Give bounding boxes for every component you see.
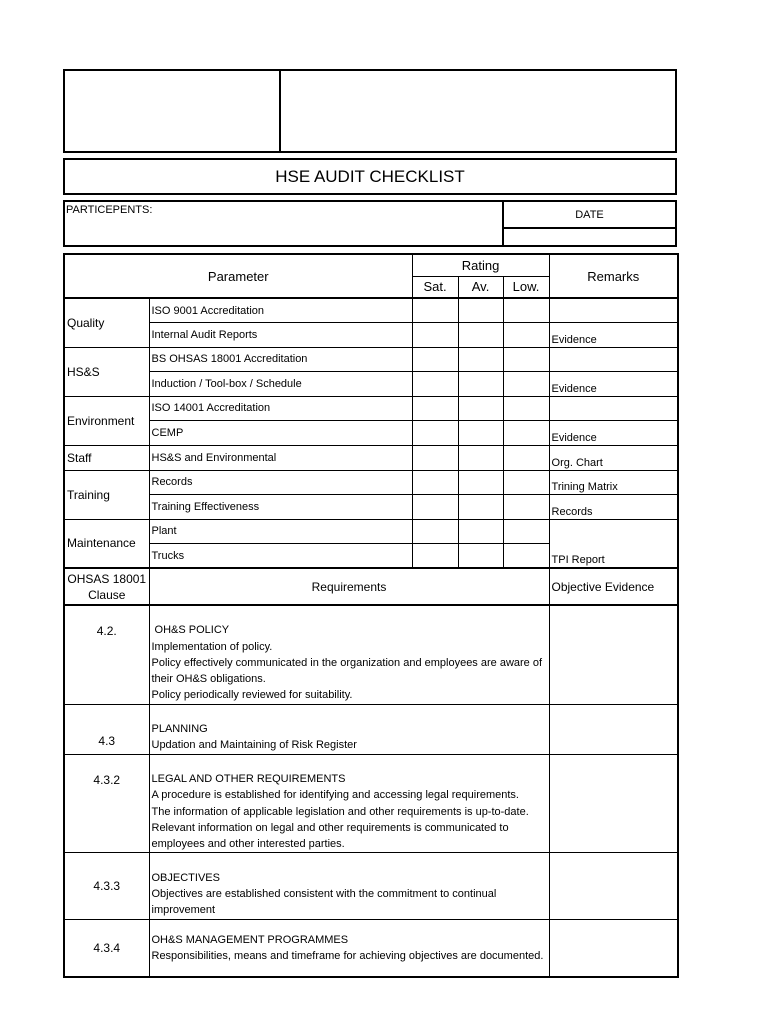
remark-maintenance: TPI Report [549, 519, 678, 568]
rating-cell[interactable] [503, 470, 549, 495]
rating-cell[interactable] [458, 544, 503, 569]
item-trucks: Trucks [149, 544, 412, 569]
requirement-line: Policy effectively communicated in the organization and employees are aware of [151, 656, 543, 669]
rating-cell[interactable] [412, 445, 458, 470]
rating-av-header: Av. [458, 276, 503, 298]
rating-cell[interactable] [412, 347, 458, 372]
requirement-text [149, 754, 549, 853]
item-plant: Plant [149, 519, 412, 544]
requirement-line: employees and other interested parties. [151, 838, 345, 851]
requirement-line: Objectives are established consistent with the commitment to continual [151, 888, 497, 901]
parameter-header: Parameter [64, 254, 412, 298]
rating-cell[interactable] [503, 421, 549, 446]
rating-cell[interactable] [503, 495, 549, 520]
rating-cell[interactable] [503, 298, 549, 323]
item-internal-audit: Internal Audit Reports [149, 323, 412, 348]
rating-cell[interactable] [503, 544, 549, 569]
remark-training-matrix: Trining Matrix [549, 470, 678, 495]
rating-cell[interactable] [412, 495, 458, 520]
requirement-heading: PLANNING [151, 723, 208, 736]
item-induction: Induction / Tool-box / Schedule [149, 372, 412, 397]
rating-cell[interactable] [458, 347, 503, 372]
remark-environment: Evidence [549, 421, 678, 446]
rating-cell[interactable] [458, 396, 503, 421]
requirement-text [149, 704, 549, 754]
company-info-box [279, 69, 677, 153]
item-training-effectiveness: Training Effectiveness [149, 495, 412, 520]
title-box [63, 158, 677, 195]
rating-cell[interactable] [503, 347, 549, 372]
clause-number: 4.3.2 [64, 754, 149, 853]
requirement-line: Updation and Maintaining of Risk Register [151, 739, 357, 752]
remark-cell[interactable] [549, 347, 678, 372]
evidence-cell[interactable] [549, 605, 678, 704]
requirement-text [149, 919, 549, 977]
remark-staff: Org. Chart [549, 445, 678, 470]
evidence-cell[interactable] [549, 754, 678, 853]
requirement-heading: OH&S MANAGEMENT PROGRAMMES [151, 933, 349, 946]
date-label: DATE [575, 208, 604, 221]
rating-cell[interactable] [412, 519, 458, 544]
requirement-text [149, 853, 549, 919]
date-value-box[interactable] [502, 227, 677, 247]
rating-cell[interactable] [458, 445, 503, 470]
rating-sat-header: Sat. [412, 276, 458, 298]
rating-cell[interactable] [412, 323, 458, 348]
rating-cell[interactable] [412, 421, 458, 446]
group-environment: Environment [64, 396, 149, 445]
requirements-table [63, 567, 679, 978]
rating-cell[interactable] [412, 544, 458, 569]
rating-cell[interactable] [458, 495, 503, 520]
requirement-line: Policy periodically reviewed for suitability. [151, 689, 353, 702]
group-training: Training [64, 470, 149, 519]
remark-training-records: Records [549, 495, 678, 520]
rating-cell[interactable] [458, 372, 503, 397]
evidence-cell[interactable] [549, 853, 678, 919]
rating-cell[interactable] [458, 421, 503, 446]
rating-cell[interactable] [458, 519, 503, 544]
requirement-line: improvement [151, 904, 216, 917]
rating-cell[interactable] [458, 470, 503, 495]
clause-header-line-2: Clause [88, 587, 126, 602]
requirements-header: Requirements [149, 568, 549, 605]
rating-cell[interactable] [412, 396, 458, 421]
evidence-cell[interactable] [549, 919, 678, 977]
parameter-table [63, 253, 679, 569]
clause-number: 4.3.3 [64, 853, 149, 919]
participants-label: PARTICEPENTS: [66, 204, 153, 216]
remark-cell[interactable] [549, 298, 678, 323]
requirement-line: Responsibilities, means and timeframe for achieving objectives are documented. [151, 949, 544, 962]
evidence-header: Objective Evidence [549, 568, 678, 605]
rating-cell[interactable] [503, 396, 549, 421]
item-ohsas18001: BS OHSAS 18001 Accreditation [149, 347, 412, 372]
group-maintenance: Maintenance [64, 519, 149, 568]
rating-cell[interactable] [503, 372, 549, 397]
remark-hss: Evidence [549, 372, 678, 397]
rating-low-header: Low. [503, 276, 549, 298]
item-iso14001: ISO 14001 Accreditation [149, 396, 412, 421]
requirement-line: Implementation of policy. [151, 640, 273, 653]
rating-cell[interactable] [412, 470, 458, 495]
rating-cell[interactable] [503, 323, 549, 348]
item-hss-environmental: HS&S and Environmental [149, 445, 412, 470]
rating-cell[interactable] [503, 519, 549, 544]
evidence-cell[interactable] [549, 704, 678, 754]
requirement-heading: OBJECTIVES [151, 871, 220, 884]
page-title: HSE AUDIT CHECKLIST [275, 166, 465, 186]
requirement-line: A procedure is established for identifying and accessing legal requirements. [151, 789, 519, 802]
group-hss: HS&S [64, 347, 149, 396]
group-quality: Quality [64, 298, 149, 347]
rating-cell[interactable] [412, 372, 458, 397]
remark-quality: Evidence [549, 323, 678, 348]
item-iso9001: ISO 9001 Accreditation [149, 298, 412, 323]
date-box [502, 200, 677, 229]
remarks-header: Remarks [549, 254, 678, 298]
clause-number: 4.3.4 [64, 919, 149, 977]
requirement-line: their OH&S obligations. [151, 673, 266, 686]
clause-number: 4.3 [64, 704, 149, 754]
remark-cell[interactable] [549, 396, 678, 421]
rating-cell[interactable] [412, 298, 458, 323]
rating-cell[interactable] [458, 298, 503, 323]
clause-header [64, 568, 149, 605]
clause-header-line-1: OHSAS 18001 [67, 571, 147, 586]
requirement-line: Relevant information on legal and other requirements is communicated to [151, 821, 509, 834]
requirement-line: The information of applicable legislation and other requirements is up-to-date. [151, 805, 529, 818]
requirement-text [149, 605, 549, 704]
item-cemp: CEMP [149, 421, 412, 446]
participants-box [63, 200, 504, 247]
requirement-heading: LEGAL AND OTHER REQUIREMENTS [151, 772, 346, 785]
clause-number: 4.2. [64, 605, 149, 704]
rating-cell[interactable] [503, 445, 549, 470]
item-records: Records [149, 470, 412, 495]
logo-box [63, 69, 281, 153]
rating-cell[interactable] [458, 323, 503, 348]
requirement-heading: OH&S POLICY [151, 624, 230, 637]
rating-header: Rating [412, 254, 549, 276]
group-staff: Staff [64, 445, 149, 470]
